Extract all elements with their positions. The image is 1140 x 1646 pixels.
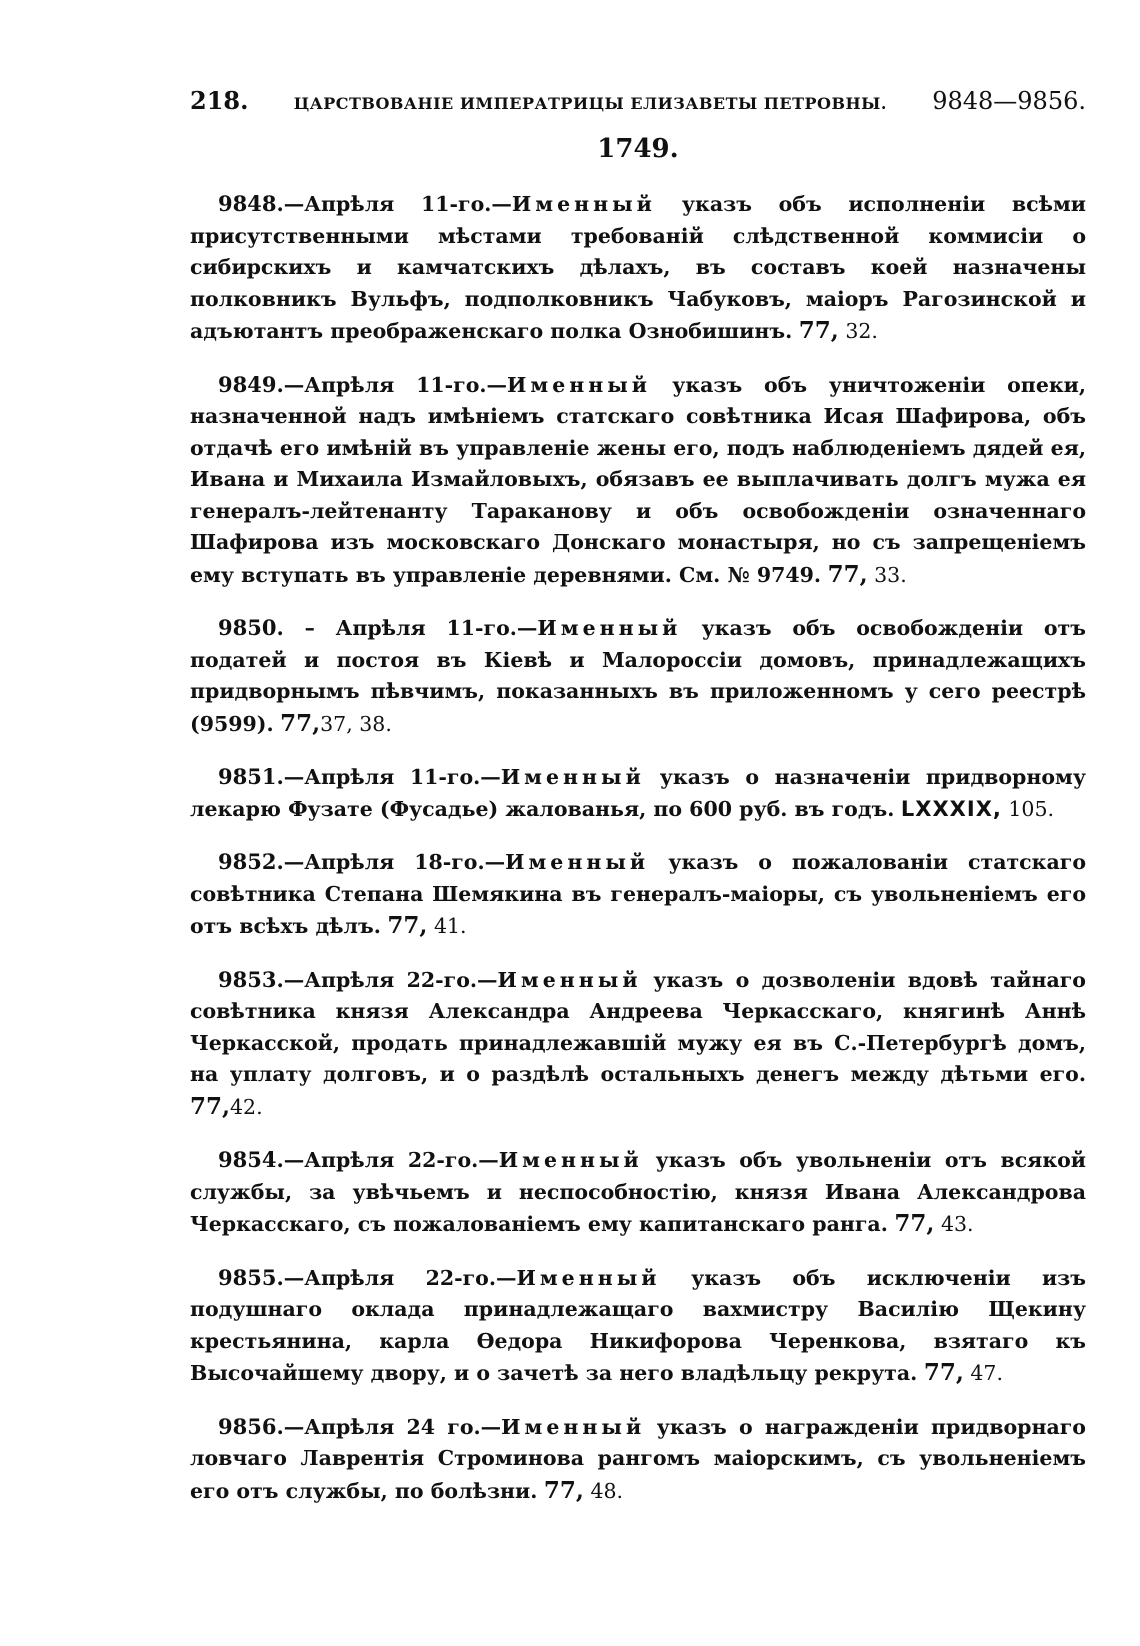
entry-text: указъ объ исполненіи всѣми присутственными мѣстами требованій слѣдственной коммисіи о сибирскихъ и камчатскихъ дѣлахъ, въ составъ коей назначены полковникъ Вульфъ, подполковникъ Чабуковъ, маіоръ Рагозинской и адъютантъ преображенскаго полка Ознобишинъ. (190, 192, 1086, 343)
source-pages: 43. (940, 1212, 974, 1236)
source-pages: 48. (590, 1478, 624, 1503)
decree-entry (190, 612, 1086, 740)
decree-type: Именный (537, 616, 682, 640)
entry-number: 9856. (218, 1413, 284, 1439)
decree-type: Именный (507, 372, 652, 397)
source-volume: 77, (280, 709, 321, 737)
decree-entry (190, 1411, 1086, 1508)
entry-text: указъ о награжденіи придворнаго ловчаго Лаврентія Строминова рангомъ маіорскимъ, съ увольненіемъ его отъ службы, по болѣзни. (190, 1414, 1086, 1503)
entry-text: указъ о пожалованіи статскаго совѣтника Степана Шемякина въ генералъ-маіоры, съ увольненіемъ его отъ всѣхъ дѣлъ. (190, 850, 1086, 938)
decree-entry (190, 1262, 1086, 1390)
entry-text: указъ о дозволеніи вдовѣ тайнаго совѣтника князя Александра Андреева Черкасскаго, княгинѣ Аннѣ Черкасской, продать принадлежавшій мужу ея въ С.-Петербургѣ домъ, на уплату долговъ, и о раздѣлѣ остальныхъ денегъ между дѣтьми его. (190, 967, 1086, 1086)
source-volume: 77, (923, 1359, 964, 1386)
source-volume: 77, (190, 1092, 231, 1120)
entry-text: указъ объ исключеніи изъ подушнаго оклада принадлежащаго вахмистру Василію Щекину крестьянина, карла Ѳедора Никифорова Черенкова, взятаго къ Высочайшему двору, и о зачетѣ за него владѣльцу рекрута. (190, 1265, 1086, 1385)
entry-date: —Апрѣля 24 го.— (283, 1414, 502, 1439)
entry-number: 9850. (218, 615, 284, 640)
source-volume: 77, (387, 912, 428, 939)
entry-text: указъ объ освобожденіи отъ податей и постоя въ Кіевѣ и Малороссіи домовъ, принадлежащихъ придворнымъ пѣвчимъ, показанныхъ въ приложенномъ у сего реестрѣ (9599). (190, 616, 1086, 736)
entry-number: 9854. (218, 1147, 284, 1172)
source-volume: 77, (798, 317, 839, 344)
source-pages: 47. (970, 1361, 1003, 1385)
document-page (190, 86, 1086, 1528)
entry-text: указъ объ увольненіи отъ всякой службы, за увѣчьемъ и неспособностію, князя Ивана Александрова Черкасскаго, съ пожалованіемъ ему капитанскаго ранга. (190, 1148, 1087, 1236)
decree-entry (190, 369, 1086, 592)
entry-date: —Апрѣля 22-го.— (283, 1148, 499, 1172)
source-volume: 77, (543, 1476, 584, 1504)
decree-type: Именный (505, 850, 650, 874)
entry-date: —Апрѣля 18-го.— (283, 850, 506, 874)
entry-date: —Апрѣля 11-го.— (283, 192, 512, 216)
entry-number: 9851. (218, 764, 284, 789)
decree-entry (190, 846, 1086, 943)
entry-date: —Апрѣля 11-го.— (283, 765, 501, 789)
decree-type: Именный (498, 1148, 643, 1172)
source-pages: 42. (230, 1094, 263, 1119)
running-title: ЦАРСТВОВАНІЕ ИМПЕРАТРИЦЫ ЕЛИЗАВЕТЫ ПЕТРОВНЫ. (293, 94, 887, 113)
decree-type: Именный (511, 192, 656, 216)
decree-entry (190, 761, 1086, 825)
decree-entry (190, 964, 1086, 1124)
source-volume: 77, (894, 1210, 935, 1237)
entry-date: —Апрѣля 22-го.— (283, 1265, 517, 1290)
source-pages: 32. (845, 319, 878, 343)
entry-number: 9853. (218, 966, 284, 992)
entry-date: —Апрѣля 11-го.— (283, 372, 508, 397)
entry-number: 9855. (218, 1264, 284, 1290)
entry-number: 9852. (218, 849, 284, 874)
source-pages: 41. (433, 914, 467, 938)
source-pages: 33. (874, 562, 907, 587)
page-number: 218. (190, 86, 249, 115)
entry-range: 9848—9856. (932, 87, 1086, 115)
source-pages: 105. (1008, 796, 1055, 821)
decree-type: Именный (497, 967, 642, 992)
source-volume: 77, (827, 560, 868, 588)
decree-type: Именный (501, 1414, 646, 1439)
decree-entry (190, 188, 1086, 348)
source-volume: LXXXIX, (900, 796, 1002, 821)
entry-date: —Апрѣля 22-го.— (283, 967, 498, 992)
entry-date: – Апрѣля 11-го.— (283, 616, 538, 640)
running-head (190, 86, 1086, 122)
entry-text: указъ объ уничтоженіи опеки, назначенной надъ имѣніемъ статскаго совѣтника Исая Шафирова, объ отдачѣ его имѣній въ управленіе жены его, подъ наблюденіемъ дядей ея, Ивана и Михаила Измайловыхъ, обязавъ ее выплачивать долгъ мужа ея генералъ-лейтенанту Тараканову и объ освобожденіи означеннаго Шафирова изъ московскаго Донскаго монастыря, но съ запрещеніемъ ему вступать въ управленіе деревнями. См. № 9749. (190, 372, 1087, 587)
entry-number: 9848. (218, 191, 284, 216)
entry-number: 9849. (218, 371, 284, 397)
decree-type: Именный (500, 765, 645, 789)
entry-text: указъ о назначеніи придворному лекарю Фузате (Фусадье) жалованья, по 600 руб. въ годъ. (190, 765, 1086, 821)
decree-type: Именный (516, 1265, 661, 1290)
source-pages: 37, 38. (320, 711, 392, 736)
decree-entry (190, 1144, 1086, 1241)
year-heading: 1749. (597, 134, 679, 164)
